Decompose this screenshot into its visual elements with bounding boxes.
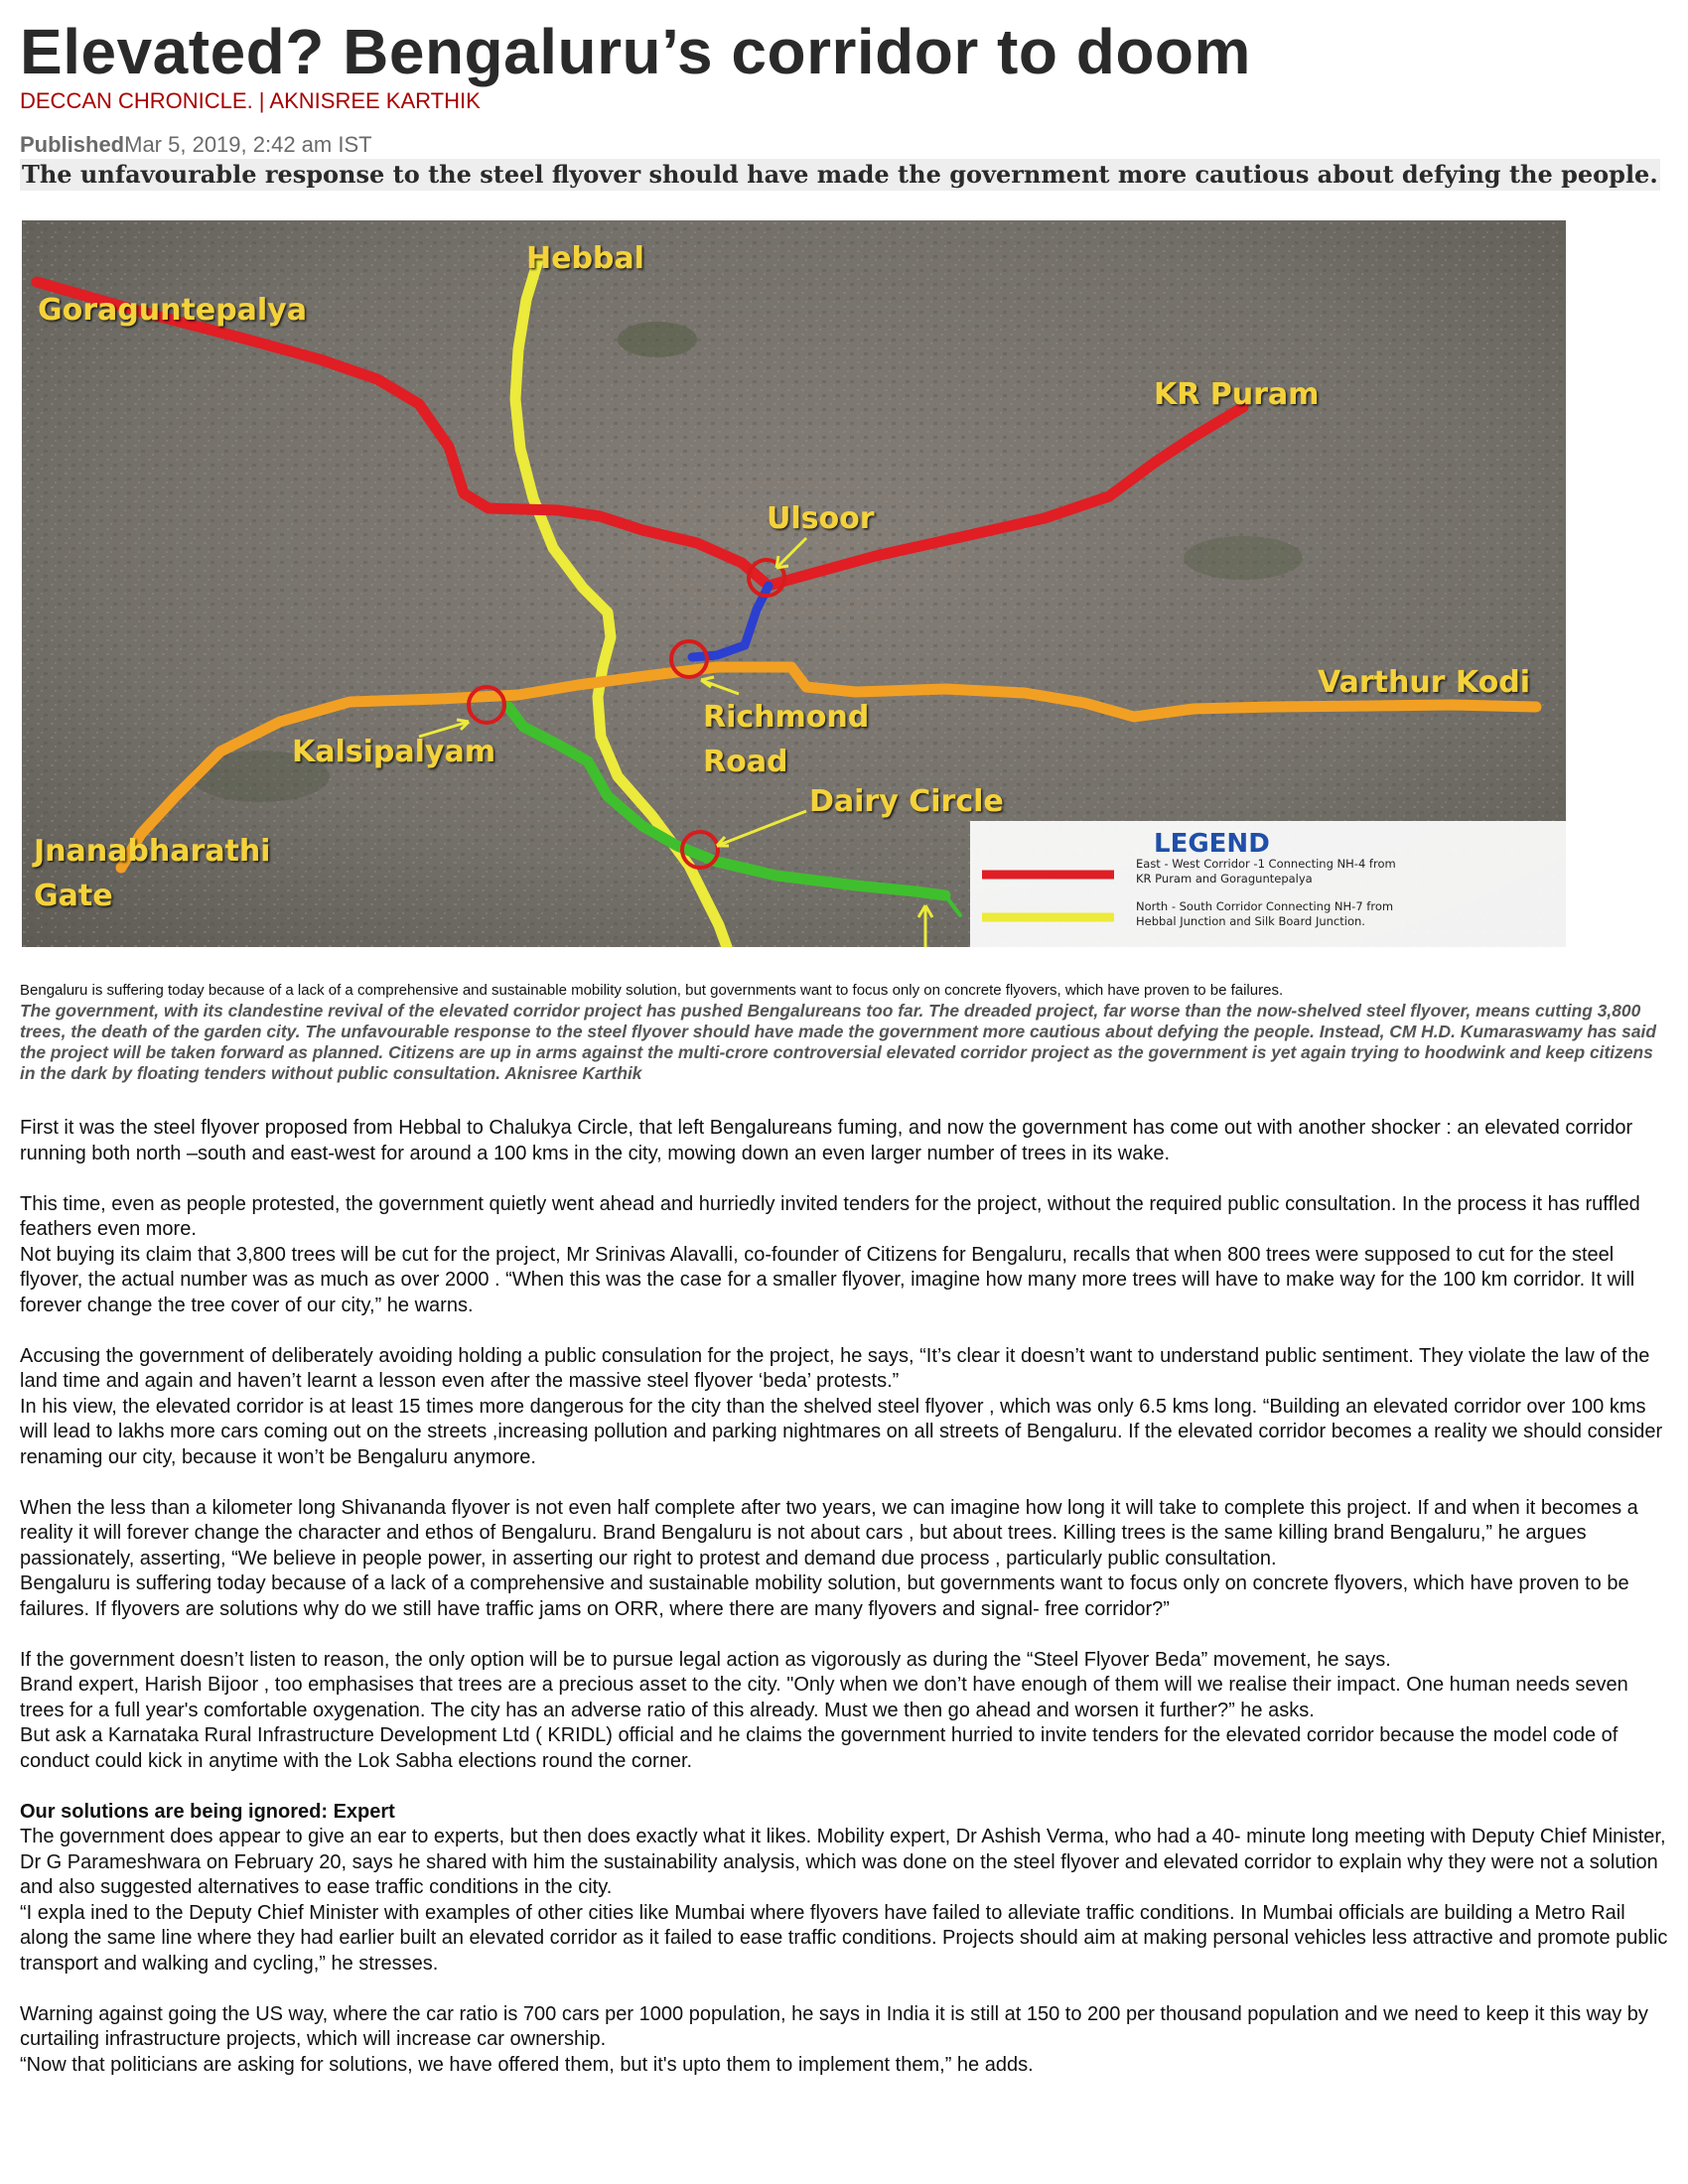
label-jnanabharathi-line2: Gate (34, 879, 113, 913)
green-patch (618, 322, 697, 357)
published-label: Published (20, 132, 125, 157)
body-paragraph: The government does appear to give an ear to experts, but then does exactly what it likes. Mobility expert, Dr Ashish Verma, who had a 40- minute long meeting with Deputy Chief Minister, Dr G Parameshwara on February 20, says he shared with him the sustainability analysis, which was done on the steel flyover and elevated corridor to explain why they were not a solution and also suggested alternatives to ease traffic conditions in the city. (20, 1826, 1666, 1898)
label-ulsoor: Ulsoor (767, 501, 875, 536)
legend-item2-line1: North - South Corridor Connecting NH-7 from (1136, 899, 1394, 913)
article-body (20, 1116, 1673, 2078)
paragraph-gap (20, 1470, 1673, 1496)
body-paragraph: “Now that politicians are asking for solutions, we have offered them, but it's upto them to implement them,” he adds. (20, 2053, 1034, 2076)
label-richmond-line1: Richmond (703, 700, 870, 735)
label-goraguntepalya: Goraguntepalya (38, 293, 307, 328)
label-varthur-kodi: Varthur Kodi (1318, 665, 1530, 700)
label-richmond-line2: Road (703, 745, 788, 779)
paragraph-gap (20, 1774, 1673, 1800)
label-hebbal: Hebbal (526, 241, 644, 276)
body-paragraph: Brand expert, Harish Bijoor , too emphasises that trees are a precious asset to the city. "Only when we don’t have enough of them will we realise their impact. One human needs seven trees for a full year's comfortable oxygenation. The city has an adverse ratio of this already. Must we then go ahead and worsen it further?” he asks. (20, 1674, 1628, 1721)
body-paragraph: When the less than a kilometer long Shivananda flyover is not even half complete after two years, we can imagine how long it will take to complete this project. If and when it becomes a reality it will forever change the character and ethos of Bengaluru. Brand Bengaluru is not about cars , but about trees. Killing trees is the same killing brand Bengaluru,” he argues passionately, asserting, “We believe in people power, in asserting our right to protest and demand due process , particularly public consultation. (20, 1496, 1638, 1570)
legend-item2-line2: Hebbal Junction and Silk Board Junction. (1136, 914, 1365, 928)
image-caption: Bengaluru is suffering today because of a lack of a comprehensive and sustainable mobility solution, but governments want to focus only on concrete flyovers, which have proven to be failures. (20, 982, 1284, 999)
map-legend (970, 821, 1566, 947)
body-paragraph: “I expla ined to the Deputy Chief Minister with examples of other cities like Mumbai where flyovers have failed to alleviate traffic conditions. In Mumbai officials are building a Metro Rail along the same line where they had earlier built an elevated corridor as it failed to ease traffic conditions. Projects should aim at making personal vehicles less attractive and promote public transport and walking and cycling,” he stresses. (20, 1901, 1668, 1975)
label-kr-puram: KR Puram (1154, 377, 1320, 412)
body-paragraph: Bengaluru is suffering today because of a lack of a comprehensive and sustainable mobility solution, but governments want to focus only on concrete flyovers, which have proven to be failures. If flyovers are solutions why do we still have traffic jams on ORR, where there are many flyovers and signal- free corridor?” (20, 1572, 1629, 1620)
published-date: Mar 5, 2019, 2:42 am IST (124, 132, 372, 157)
label-dairy-circle: Dairy Circle (809, 784, 1004, 819)
body-paragraph: Accusing the government of deliberately avoiding holding a public consulation for the project, he says, “It’s clear it doesn’t want to understand public sentiment. They violate the law of the land time and again and haven’t learnt a lesson even after the massive steel flyover ‘beda’ protests.” (20, 1344, 1650, 1392)
paragraph-gap (20, 1622, 1673, 1648)
published-line (20, 131, 372, 159)
label-kalsipalyam: Kalsipalyam (292, 735, 495, 769)
legend-item1-line1: East - West Corridor -1 Connecting NH-4 from (1136, 857, 1396, 871)
body-paragraph: This time, even as people protested, the government quietly went ahead and hurriedly invited tenders for the project, without the required public consultation. In the process it has ruffled feathers even more. (20, 1192, 1640, 1240)
legend-title: LEGEND (1154, 829, 1270, 859)
body-paragraph: Warning against going the US way, where the car ratio is 700 cars per 1000 population, he says in India it is still at 150 to 200 per thousand population and we need to keep it this way by curtailing infrastructure projects, which will increase car ownership. (20, 2002, 1648, 2050)
article-summary: The government, with its clandestine revival of the elevated corridor project has pushed Bengalureans too far. The dreaded project, far worse than the now-shelved steel flyover, means cutting 3,800 trees, the death of the garden city. The unfavourable response to the steel flyover should have made the government more cautious about defying the people. Instead, CM H.D. Kumaraswamy has said the project will be taken forward as planned. Citizens are up in arms against the multi-crore controversial elevated corridor project as the government is yet again trying to hoodwink and keep citizens in the dark by floating tenders without public consultation. Aknisree Karthik (20, 1001, 1656, 1083)
paragraph-gap (20, 1166, 1673, 1192)
legend-item1-line2: KR Puram and Goraguntepalya (1136, 872, 1313, 886)
article-headline: Elevated? Bengaluru’s corridor to doom (20, 16, 1251, 87)
paragraph-gap (20, 1318, 1673, 1344)
body-paragraph: Not buying its claim that 3,800 trees will be cut for the project, Mr Srinivas Alavalli, co-founder of Citizens for Bengaluru, recalls that when 800 trees were supposed to cut for the steel flyover, the actual number was as much as over 2000 . “When this was the case for a smaller flyover, imagine how many more trees will have to make way for the 100 km corridor. It will forever change the tree cover of our city,” he warns. (20, 1243, 1635, 1316)
body-paragraph: First it was the steel flyover proposed from Hebbal to Chalukya Circle, that left Bengalureans fuming, and now the government has come out with another shocker : an elevated corridor running both north –south and east-west for around a 100 kms in the city, mowing down an even larger number of trees in its wake. (20, 1117, 1633, 1164)
body-paragraph: If the government doesn’t listen to reason, the only option will be to pursue legal action as vigorously as during the “Steel Flyover Beda” movement, he says. (20, 1648, 1391, 1671)
article-standfirst: The unfavourable response to the steel flyover should have made the government more cautious about defying the people. (22, 160, 1658, 189)
article-byline[interactable]: DECCAN CHRONICLE. | AKNISREE KARTHIK (20, 88, 481, 113)
section-subheading: Our solutions are being ignored: Expert (20, 1800, 395, 1823)
corridor-map-image (22, 220, 1566, 947)
body-paragraph: But ask a Karnataka Rural Infrastructure Development Ltd ( KRIDL) official and he claims the government hurried to invite tenders for the elevated corridor because the model code of conduct could kick in anytime with the Lok Sabha elections round the corner. (20, 1724, 1618, 1772)
body-paragraph: In his view, the elevated corridor is at least 15 times more dangerous for the city than the shelved steel flyover , which was only 6.5 kms long. “Building an elevated corridor over 100 kms will lead to lakhs more cars coming out on the streets ,increasing pollution and parking nightmares on all streets of Bengaluru. If the elevated corridor becomes a reality we should consider renaming our city, because it won’t be Bengaluru anymore. (20, 1395, 1663, 1468)
label-jnanabharathi-line1: Jnanabharathi (34, 834, 271, 869)
paragraph-gap (20, 1977, 1673, 2002)
green-patch (1184, 536, 1303, 580)
